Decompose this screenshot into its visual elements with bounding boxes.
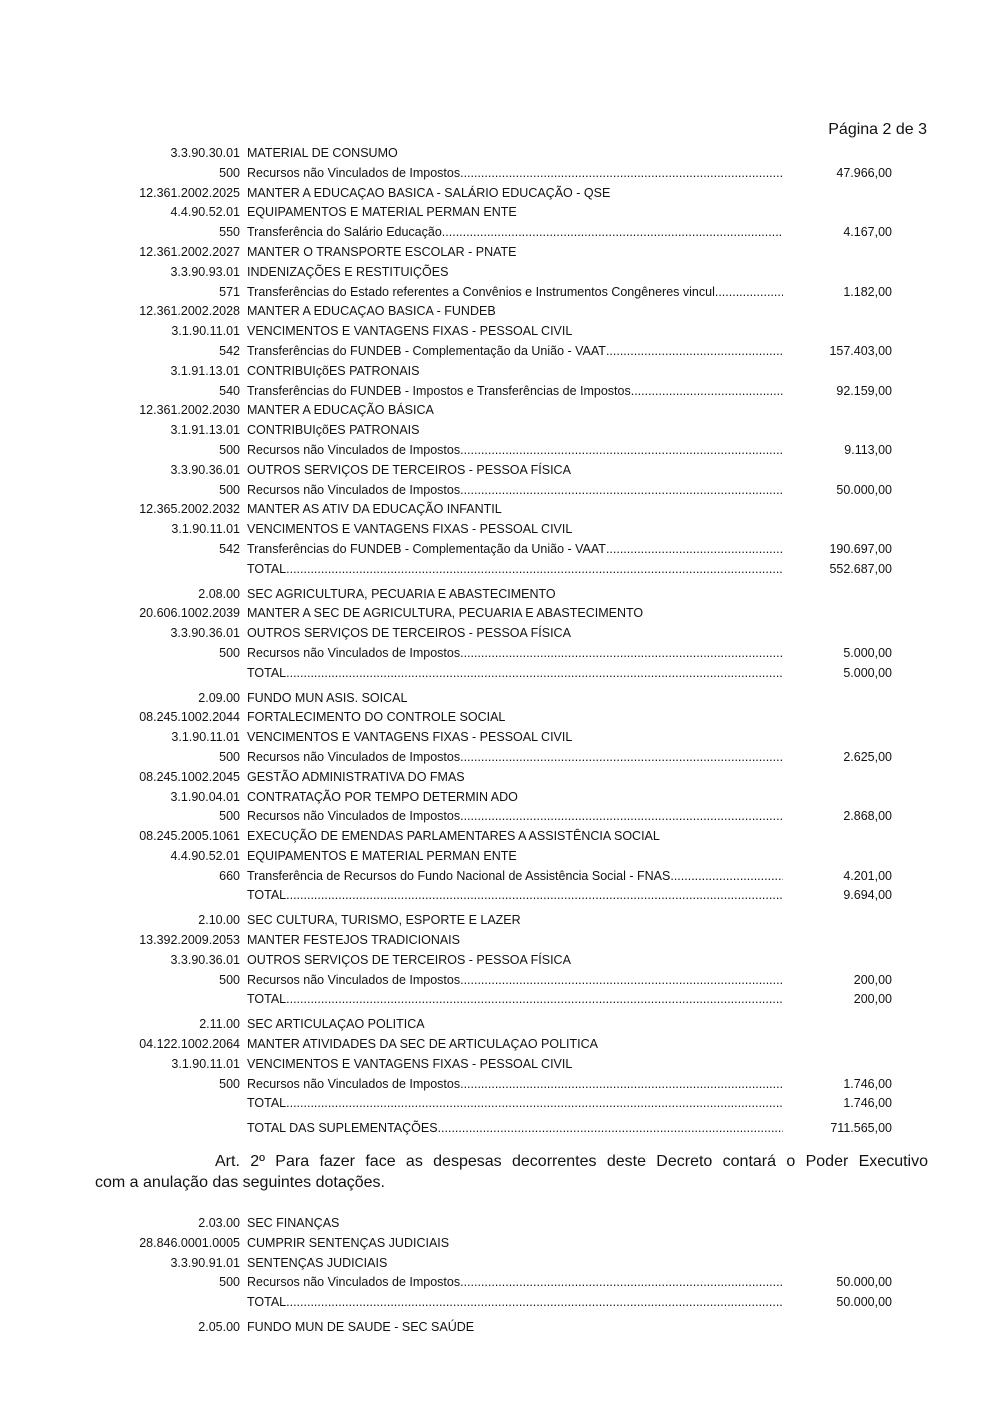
row-amount: 50.000,00: [836, 482, 892, 497]
row-code: 4.4.90.52.01: [170, 205, 240, 220]
budget-row-head: [0, 243, 1000, 263]
row-code: 12.361.2002.2028: [139, 304, 240, 319]
budget-row-head: [0, 184, 1000, 204]
row-description: [247, 1273, 783, 1293]
row-description: CUMPRIR SENTENÇAS JUDICIAIS: [247, 1235, 450, 1250]
row-amount: 200,00: [853, 972, 892, 987]
budget-row-head: [0, 1234, 1000, 1254]
row-amount: 4.201,00: [843, 868, 892, 883]
row-description: [247, 971, 783, 991]
row-description-text: Recursos não Vinculados de Impostos: [247, 749, 461, 764]
row-amount: 50.000,00: [836, 1295, 892, 1310]
budget-row-head: [0, 624, 1000, 644]
row-description: SENTENÇAS JUDICIAIS: [247, 1255, 388, 1270]
row-code: 571: [219, 284, 240, 299]
budget-row-head: [0, 401, 1000, 421]
budget-row-head: [0, 827, 1000, 847]
row-description: [247, 1293, 783, 1313]
row-description: MANTER AS ATIV DA EDUCAÇÃO INFANTIL: [247, 502, 502, 517]
row-description: FUNDO MUN ASIS. SOICAL: [247, 690, 408, 705]
row-description: EXECUÇÃO DE EMENDAS PARLAMENTARES A ASSISTÊNCIA SOCIAL: [247, 829, 660, 844]
row-description: EQUIPAMENTOS E MATERIAL PERMAN ENTE: [247, 848, 517, 863]
row-description: SEC CULTURA, TURISMO, ESPORTE E LAZER: [247, 913, 521, 928]
row-description: MANTER A EDUCAÇÃO BÁSICA: [247, 403, 434, 418]
row-description: [247, 664, 783, 684]
dot-leader: [286, 664, 783, 684]
row-description: [247, 990, 783, 1010]
row-amount: 1.746,00: [843, 1096, 892, 1111]
row-description: [247, 481, 783, 501]
budget-row-head: [0, 847, 1000, 867]
dot-leader: [286, 1094, 783, 1114]
dot-leader: [631, 382, 783, 402]
budget-row-item: [0, 1273, 1000, 1293]
page-number: Página 2 de 3: [828, 121, 927, 138]
row-code: 3.1.90.11.01: [171, 522, 240, 537]
row-description-text: Recursos não Vinculados de Impostos: [247, 972, 461, 987]
row-description: VENCIMENTOS E VANTAGENS FIXAS - PESSOAL CIVIL: [247, 730, 573, 745]
row-description-text: Transferências do Estado referentes a Convênios e Instrumentos Congêneres vincul: [247, 284, 715, 299]
budget-row-total: [0, 664, 1000, 684]
row-description: [247, 223, 783, 243]
row-code: 12.361.2002.2030: [139, 403, 240, 418]
row-code: 500: [219, 645, 240, 660]
row-code: 3.1.90.11.01: [171, 730, 240, 745]
dot-leader: [286, 1293, 783, 1313]
row-description: MANTER A SEC DE AGRICULTURA, PECUARIA E ABASTECIMENTO: [247, 606, 644, 621]
row-description: MANTER A EDUCAÇAO BASICA - FUNDEB: [247, 304, 496, 319]
dot-leader: [460, 1075, 783, 1095]
article-line-2: com a anulação das seguintes dotações.: [95, 1174, 385, 1191]
budget-row-section: [0, 1015, 1000, 1035]
budget-row-head: [0, 421, 1000, 441]
row-description: OUTROS SERVIÇOS DE TERCEIROS - PESSOA FÍSICA: [247, 952, 571, 967]
row-description: CONTRIBUIçõES PATRONAIS: [247, 363, 420, 378]
row-description: [247, 886, 783, 906]
row-code: 660: [219, 868, 240, 883]
row-code: 2.09.00: [198, 690, 240, 705]
row-code: 12.361.2002.2025: [139, 185, 240, 200]
row-description: FUNDO MUN DE SAUDE - SEC SAÚDE: [247, 1319, 475, 1334]
row-amount: 9.694,00: [843, 888, 892, 903]
budget-row-item: [0, 748, 1000, 768]
row-description: [247, 1094, 783, 1114]
budget-row-item: [0, 644, 1000, 664]
budget-row-total: [0, 886, 1000, 906]
dot-leader: [715, 283, 783, 303]
dot-leader: [286, 886, 783, 906]
row-description-text: Transferência do Salário Educação: [247, 225, 442, 240]
row-description-text: TOTAL: [247, 561, 287, 576]
row-description: [247, 382, 783, 402]
row-description: [247, 748, 783, 768]
row-code: 4.4.90.52.01: [170, 848, 240, 863]
row-code: 500: [219, 809, 240, 824]
row-code: 08.245.2005.1061: [139, 829, 240, 844]
row-code: 500: [219, 482, 240, 497]
row-code: 550: [219, 225, 240, 240]
row-description: CONTRATAÇÃO POR TEMPO DETERMIN ADO: [247, 789, 518, 804]
row-description-text: Recursos não Vinculados de Impostos: [247, 645, 461, 660]
row-description: [247, 644, 783, 664]
budget-row-section: [0, 1318, 1000, 1338]
budget-row-head: [0, 708, 1000, 728]
dot-leader: [606, 540, 783, 560]
row-code: 2.11.00: [199, 1017, 240, 1032]
row-description-text: Transferências do FUNDEB - Complementação da União - VAAT: [247, 343, 606, 358]
budget-row-item: [0, 807, 1000, 827]
dot-leader: [460, 748, 783, 768]
row-code: 08.245.1002.2044: [139, 710, 240, 725]
row-code: 13.392.2009.2053: [139, 933, 240, 948]
budget-row-head: [0, 1254, 1000, 1274]
budget-row-head: [0, 144, 1000, 164]
article-2-paragraph: [95, 1151, 928, 1193]
row-code: 28.846.0001.0005: [139, 1235, 240, 1250]
row-amount: 47.966,00: [836, 165, 892, 180]
row-description: SEC ARTICULAÇAO POLITICA: [247, 1017, 425, 1032]
row-amount: 2.868,00: [843, 809, 892, 824]
row-description: VENCIMENTOS E VANTAGENS FIXAS - PESSOAL CIVIL: [247, 324, 573, 339]
row-code: 540: [219, 383, 240, 398]
row-description: [247, 807, 783, 827]
row-amount: 5.000,00: [843, 645, 892, 660]
row-description: MATERIAL DE CONSUMO: [247, 146, 398, 160]
row-description: INDENIZAÇÕES E RESTITUIÇÕES: [247, 264, 449, 279]
row-code: 3.3.90.91.01: [170, 1255, 240, 1270]
budget-row-total: [0, 1094, 1000, 1114]
row-description-text: TOTAL DAS SUPLEMENTAÇÕES: [247, 1121, 438, 1136]
row-code: 3.1.90.04.01: [170, 789, 240, 804]
row-description: OUTROS SERVIÇOS DE TERCEIROS - PESSOA FÍSICA: [247, 462, 571, 477]
budget-row-item: [0, 1075, 1000, 1095]
row-description-text: TOTAL: [247, 1096, 287, 1111]
row-amount: 1.746,00: [843, 1076, 892, 1091]
row-code: 3.3.90.36.01: [170, 626, 240, 641]
row-description: MANTER ATIVIDADES DA SEC DE ARTICULAÇAO POLITICA: [247, 1037, 599, 1052]
row-description: [247, 164, 783, 184]
row-description: [247, 1075, 783, 1095]
row-description-text: Recursos não Vinculados de Impostos: [247, 482, 461, 497]
budget-row-item: [0, 223, 1000, 243]
budget-row-head: [0, 322, 1000, 342]
row-description-text: Transferência de Recursos do Fundo Nacional de Assistência Social - FNAS: [247, 868, 671, 883]
dot-leader: [442, 223, 783, 243]
row-amount: 190.697,00: [829, 541, 892, 556]
row-description: CONTRIBUIçõES PATRONAIS: [247, 423, 420, 438]
budget-row-head: [0, 1214, 1000, 1234]
row-amount: 1.182,00: [843, 284, 892, 299]
row-description-text: Transferências do FUNDEB - Complementação da União - VAAT: [247, 541, 606, 556]
row-description-text: TOTAL: [247, 665, 287, 680]
budget-table-annulments: [0, 1214, 1000, 1338]
row-code: 04.122.1002.2064: [139, 1037, 240, 1052]
row-description: EQUIPAMENTOS E MATERIAL PERMAN ENTE: [247, 205, 517, 220]
row-code: 3.1.91.13.01: [170, 423, 240, 438]
budget-table-supplements: [0, 144, 1000, 1139]
row-code: 12.361.2002.2027: [139, 244, 240, 259]
row-code: 2.03.00: [198, 1216, 240, 1230]
budget-row-section: [0, 585, 1000, 605]
article-line-1: Art. 2º Para fazer face as despesas decorrentes deste Decreto contará o Poder Executivo: [215, 1153, 928, 1170]
row-description: MANTER O TRANSPORTE ESCOLAR - PNATE: [247, 244, 517, 259]
row-description: MANTER FESTEJOS TRADICIONAIS: [247, 933, 460, 948]
budget-row-item: [0, 971, 1000, 991]
row-code: 3.3.90.36.01: [170, 462, 240, 477]
row-description: [247, 867, 783, 887]
budget-row-head: [0, 520, 1000, 540]
budget-row-head: [0, 604, 1000, 624]
budget-row-head: [0, 203, 1000, 223]
row-code: 3.3.90.36.01: [170, 952, 240, 967]
row-amount: 9.113,00: [844, 442, 892, 457]
row-code: 500: [219, 749, 240, 764]
budget-row-head: [0, 1035, 1000, 1055]
budget-row-item: [0, 867, 1000, 887]
budget-row-item: [0, 283, 1000, 303]
row-description-text: Recursos não Vinculados de Impostos: [247, 1076, 461, 1091]
row-description: [247, 540, 783, 560]
row-code: 500: [219, 165, 240, 180]
budget-row-item: [0, 441, 1000, 461]
row-code: 3.3.90.30.01: [170, 146, 240, 160]
row-code: 500: [219, 1076, 240, 1091]
row-amount: 50.000,00: [836, 1275, 892, 1290]
row-description-text: Recursos não Vinculados de Impostos: [247, 1275, 461, 1290]
row-description-text: Recursos não Vinculados de Impostos: [247, 165, 461, 180]
budget-row-total: [0, 990, 1000, 1010]
row-description: OUTROS SERVIÇOS DE TERCEIROS - PESSOA FÍSICA: [247, 626, 571, 641]
row-description-text: Transferências do FUNDEB - Impostos e Transferências de Impostos: [247, 383, 631, 398]
budget-row-head: [0, 302, 1000, 322]
budget-row-head: [0, 768, 1000, 788]
budget-row-item: [0, 481, 1000, 501]
row-description: [247, 342, 783, 362]
row-description-text: Recursos não Vinculados de Impostos: [247, 809, 461, 824]
row-code: 500: [219, 972, 240, 987]
row-amount: 552.687,00: [829, 561, 892, 576]
row-description: SEC FINANÇAS: [247, 1216, 340, 1230]
row-description: MANTER A EDUCAÇAO BASICA - SALÁRIO EDUCAÇÃO - QSE: [247, 185, 611, 200]
row-amount: 2.625,00: [843, 749, 892, 764]
row-amount: 92.159,00: [836, 383, 892, 398]
row-description-text: TOTAL: [247, 1295, 287, 1310]
budget-row-head: [0, 788, 1000, 808]
budget-row-grandtotal: [0, 1119, 1000, 1139]
budget-row-head: [0, 728, 1000, 748]
row-amount: 4.167,00: [843, 225, 892, 240]
row-code: 3.1.91.13.01: [170, 363, 240, 378]
row-code: 3.1.90.11.01: [171, 324, 240, 339]
budget-row-head: [0, 362, 1000, 382]
row-code: 08.245.1002.2045: [139, 769, 240, 784]
dot-leader: [460, 971, 783, 991]
budget-row-item: [0, 382, 1000, 402]
dot-leader: [606, 342, 783, 362]
budget-row-head: [0, 1055, 1000, 1075]
budget-row-item: [0, 540, 1000, 560]
budget-row-head: [0, 500, 1000, 520]
row-code: 2.08.00: [198, 586, 240, 601]
budget-row-head: [0, 263, 1000, 283]
budget-row-head: [0, 461, 1000, 481]
row-code: 3.1.90.11.01: [171, 1056, 240, 1071]
budget-row-head: [0, 931, 1000, 951]
row-code: 3.3.90.93.01: [170, 264, 240, 279]
row-description: FORTALECIMENTO DO CONTROLE SOCIAL: [247, 710, 506, 725]
dot-leader: [460, 1273, 783, 1293]
row-code: 500: [219, 442, 240, 457]
row-description: SEC AGRICULTURA, PECUARIA E ABASTECIMENTO: [247, 586, 556, 601]
row-amount: 5.000,00: [843, 665, 892, 680]
row-code: 500: [219, 1275, 240, 1290]
dot-leader: [438, 1119, 783, 1139]
dot-leader: [670, 867, 783, 887]
row-description: [247, 283, 783, 303]
dot-leader: [286, 560, 783, 580]
row-code: 2.05.00: [198, 1319, 240, 1334]
row-amount: 200,00: [853, 992, 892, 1007]
row-description: [247, 441, 783, 461]
budget-row-item: [0, 164, 1000, 184]
dot-leader: [460, 644, 783, 664]
row-code: 542: [219, 343, 240, 358]
row-description: [247, 560, 783, 580]
dot-leader: [460, 807, 783, 827]
dot-leader: [460, 481, 783, 501]
row-description: VENCIMENTOS E VANTAGENS FIXAS - PESSOAL CIVIL: [247, 522, 573, 537]
row-amount: 157.403,00: [829, 343, 892, 358]
budget-row-total: [0, 560, 1000, 580]
row-description-text: TOTAL: [247, 992, 287, 1007]
row-code: 12.365.2002.2032: [139, 502, 240, 517]
budget-row-section: [0, 689, 1000, 709]
row-code: 542: [219, 541, 240, 556]
dot-leader: [460, 441, 783, 461]
row-description-text: TOTAL: [247, 888, 287, 903]
row-description-text: Recursos não Vinculados de Impostos: [247, 442, 461, 457]
dot-leader: [286, 990, 783, 1010]
budget-row-item: [0, 342, 1000, 362]
dot-leader: [460, 164, 783, 184]
row-amount: 711.565,00: [830, 1121, 892, 1136]
row-description: [247, 1119, 783, 1139]
budget-row-total: [0, 1293, 1000, 1313]
row-code: 2.10.00: [198, 913, 240, 928]
budget-row-section: [0, 911, 1000, 931]
row-description: GESTÃO ADMINISTRATIVA DO FMAS: [247, 769, 465, 784]
row-code: 20.606.1002.2039: [139, 606, 240, 621]
budget-row-head: [0, 951, 1000, 971]
row-description: VENCIMENTOS E VANTAGENS FIXAS - PESSOAL CIVIL: [247, 1056, 573, 1071]
